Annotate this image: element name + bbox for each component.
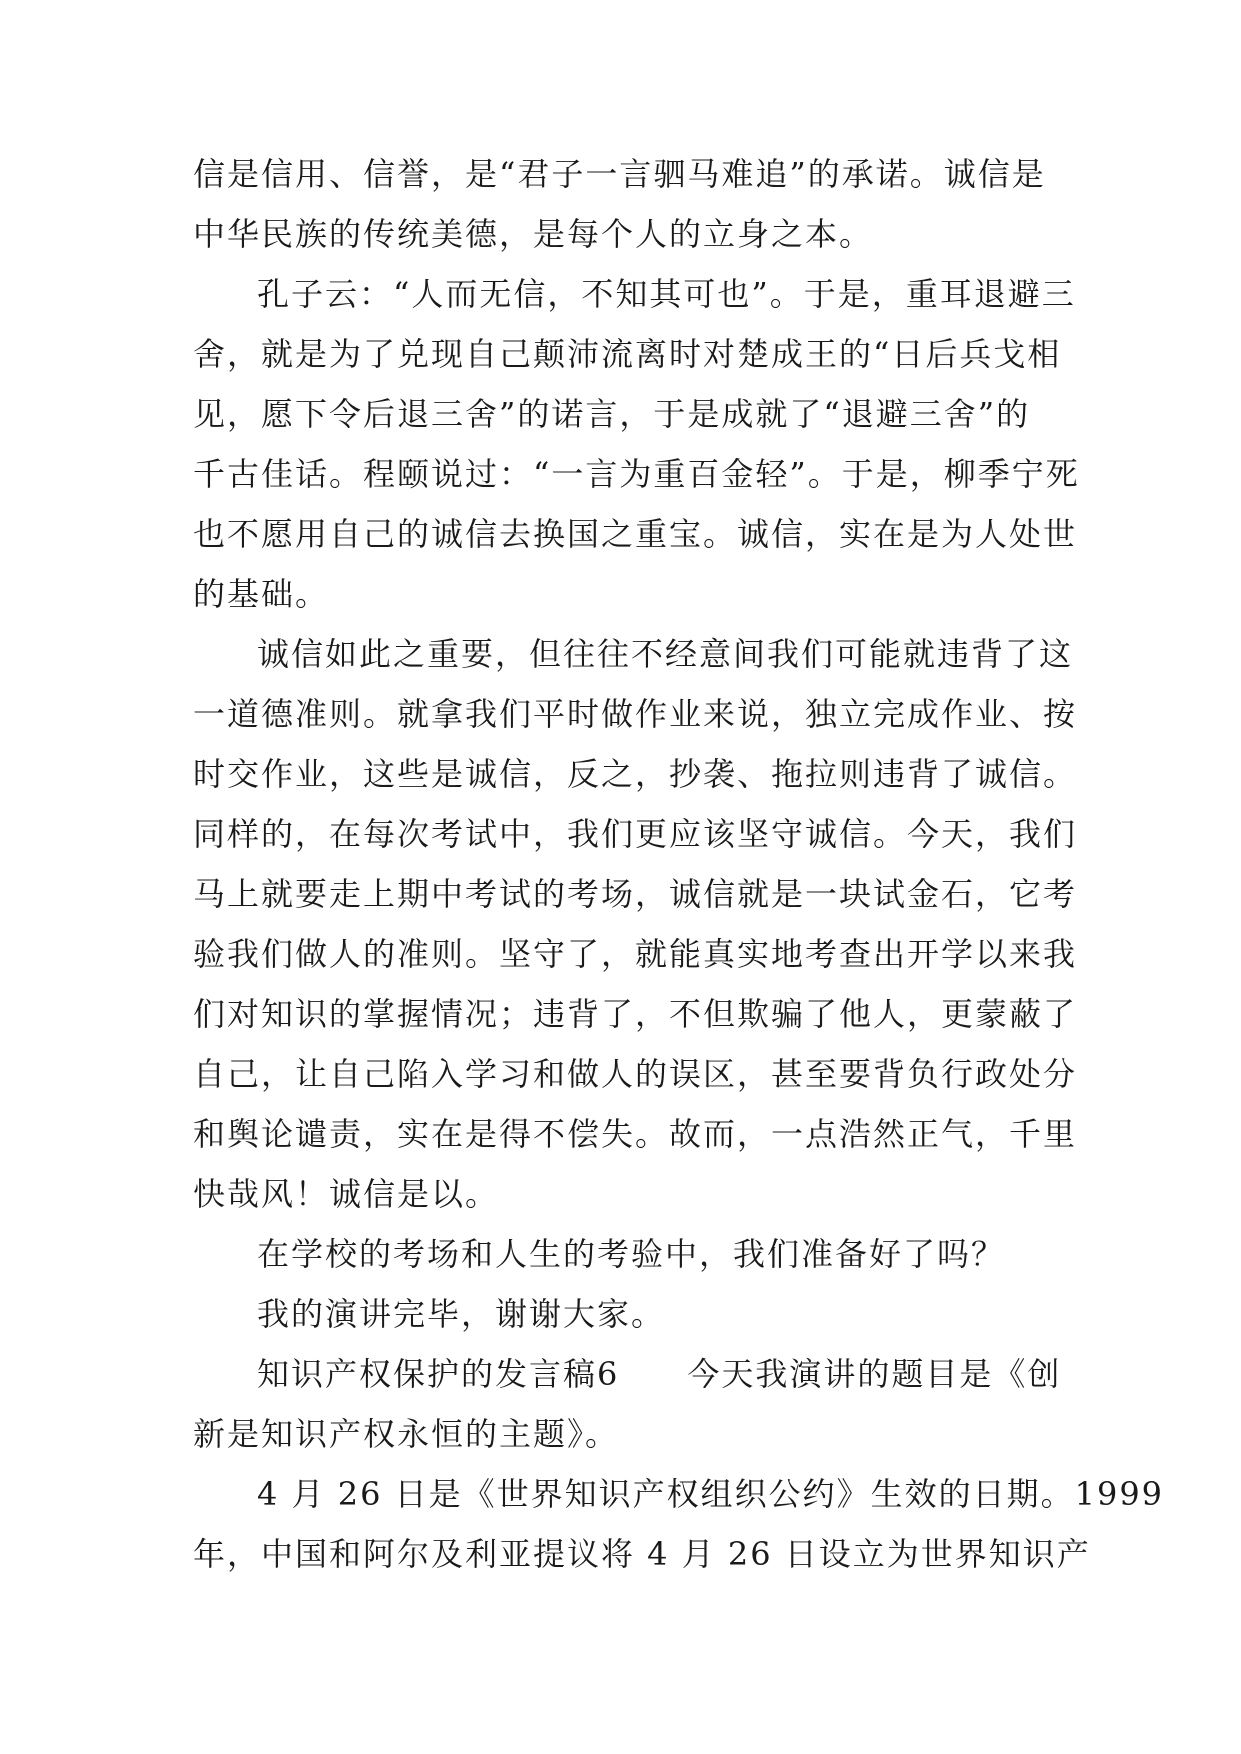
paragraph-line: 同样的，在每次考试中，我们更应该坚守诚信。今天，我们: [193, 815, 1078, 853]
paragraph-line: 也不愿用自己的诚信去换国之重宝。诚信，实在是为人处世: [193, 515, 1078, 553]
paragraph-line: 们对知识的掌握情况；违背了，不但欺骗了他人，更蒙蔽了: [193, 995, 1078, 1033]
paragraph-line: 知识产权保护的发言稿6 今天我演讲的题目是《创: [257, 1355, 1062, 1393]
paragraph-line: 新是知识产权永恒的主题》。: [193, 1415, 620, 1453]
paragraph-line: 马上就要走上期中考试的考场，诚信就是一块试金石，它考: [193, 875, 1078, 913]
paragraph-line: 诚信如此之重要，但往往不经意间我们可能就违背了这: [257, 635, 1074, 673]
paragraph-line: 中华民族的传统美德，是每个人的立身之本。: [193, 215, 874, 253]
paragraph-line: 时交作业，这些是诚信，反之，抄袭、拖拉则违背了诚信。: [193, 755, 1078, 793]
paragraph-line: 孔子云：“人而无信，不知其可也”。于是，重耳退避三: [257, 275, 1076, 313]
paragraph-line: 验我们做人的准则。坚守了，就能真实地考查出开学以来我: [193, 935, 1078, 973]
paragraph-line: 4 月 26 日是《世界知识产权组织公约》生效的日期。1999: [257, 1475, 1165, 1513]
paragraph-line: 在学校的考场和人生的考验中，我们准备好了吗？: [257, 1235, 1006, 1273]
paragraph-line: 快哉风！诚信是以。: [193, 1175, 500, 1213]
paragraph-line: 自己，让自己陷入学习和做人的误区，甚至要背负行政处分: [193, 1055, 1078, 1093]
paragraph-line: 见，愿下令后退三舍”的诺言，于是成就了“退避三舍”的: [193, 395, 1031, 433]
paragraph-line: 信是信用、信誉，是“君子一言驷马难追”的承诺。诚信是: [193, 155, 1046, 193]
paragraph-line: 和舆论谴责，实在是得不偿失。故而，一点浩然正气，千里: [193, 1115, 1078, 1153]
paragraph-line: 一道德准则。就拿我们平时做作业来说，独立完成作业、按: [193, 695, 1078, 733]
paragraph-line: 千古佳话。程颐说过：“一言为重百金轻”。于是，柳季宁死: [193, 455, 1080, 493]
paragraph-line: 我的演讲完毕，谢谢大家。: [257, 1295, 666, 1333]
paragraph-line: 年，中国和阿尔及利亚提议将 4 月 26 日设立为世界知识产: [193, 1535, 1091, 1573]
paragraph-line: 的基础。: [193, 575, 330, 613]
paragraph-line: 舍，就是为了兑现自己颠沛流离时对楚成王的“日后兵戈相: [193, 335, 1062, 373]
